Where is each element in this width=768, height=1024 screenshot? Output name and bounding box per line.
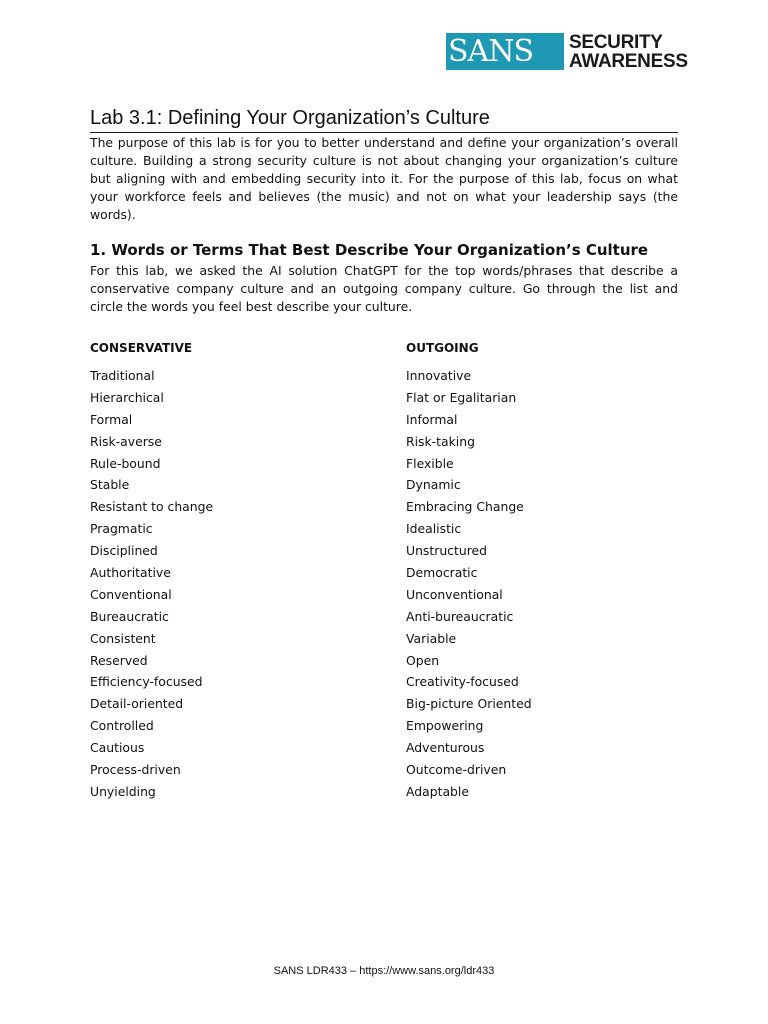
page-title: Lab 3.1: Defining Your Organization’s Culture xyxy=(90,106,678,133)
culture-word-item: Pragmatic xyxy=(90,521,153,537)
culture-word-item: Unconventional xyxy=(406,586,503,602)
culture-word-item: Empowering xyxy=(406,718,484,734)
culture-word-item: Process-driven xyxy=(90,762,181,778)
culture-word-item: Dynamic xyxy=(406,477,461,493)
culture-word-item: Rule-bound xyxy=(90,455,161,471)
culture-word-item: Variable xyxy=(406,630,457,646)
culture-word-item: Flexible xyxy=(406,455,454,471)
culture-word-item: Efficiency-focused xyxy=(90,674,203,690)
culture-word-item: Embracing Change xyxy=(406,499,524,515)
outgoing-header: OUTGOING xyxy=(406,341,479,355)
security-awareness-wordmark xyxy=(569,33,688,70)
section-heading: 1. Words or Terms That Best Describe Your Organization’s Culture xyxy=(90,241,649,259)
culture-word-item: Idealistic xyxy=(406,521,462,537)
culture-word-item: Risk-taking xyxy=(406,433,475,449)
sans-security-awareness-logo xyxy=(446,33,688,70)
sans-logo-mark: SANS xyxy=(446,33,564,70)
conservative-header: CONSERVATIVE xyxy=(90,341,193,355)
intro-paragraph: The purpose of this lab is for you to better understand and define your organization’s overall culture. Building a strong security culture is not about changing your organization’s culture but aligning with and embedding security into it. For the purpose of this lab, focus on what your workforce feels and believes (the music) and not on what your leadership says (the words). xyxy=(90,135,678,222)
culture-word-item: Cautious xyxy=(90,740,145,756)
culture-word-item: Controlled xyxy=(90,718,154,734)
culture-word-item: Open xyxy=(406,652,440,668)
culture-word-item: Hierarchical xyxy=(90,389,164,405)
culture-word-item: Stable xyxy=(90,477,130,493)
culture-word-item: Adventurous xyxy=(406,740,485,756)
culture-word-item: Unstructured xyxy=(406,543,488,559)
culture-word-item: Formal xyxy=(90,411,133,427)
culture-word-item: Informal xyxy=(406,411,458,427)
culture-word-item: Unyielding xyxy=(90,783,156,799)
culture-word-item: Bureaucratic xyxy=(90,608,169,624)
logo-line-security: SECURITY xyxy=(569,31,663,53)
culture-word-item: Consistent xyxy=(90,630,156,646)
culture-word-item: Creativity-focused xyxy=(406,674,519,690)
culture-word-item: Resistant to change xyxy=(90,499,214,515)
culture-word-item: Flat or Egalitarian xyxy=(406,389,517,405)
culture-word-item: Anti-bureaucratic xyxy=(406,608,514,624)
culture-word-item: Conventional xyxy=(90,586,172,602)
culture-word-item: Traditional xyxy=(90,368,155,383)
culture-word-item: Authoritative xyxy=(90,565,171,581)
culture-word-item: Detail-oriented xyxy=(90,696,184,712)
logo-line-awareness: AWARENESS xyxy=(569,50,688,72)
conservative-list xyxy=(90,365,340,803)
culture-word-item: Big-picture Oriented xyxy=(406,696,532,712)
culture-word-item: Reserved xyxy=(90,652,148,668)
outgoing-list xyxy=(406,365,656,803)
culture-word-item: Risk-averse xyxy=(90,433,162,449)
culture-word-item: Innovative xyxy=(406,368,472,383)
conservative-column xyxy=(90,340,340,803)
culture-word-item: Adaptable xyxy=(406,783,469,799)
culture-word-item: Disciplined xyxy=(90,543,158,559)
outgoing-column xyxy=(406,340,656,803)
culture-word-item: Democratic xyxy=(406,565,478,581)
culture-word-item: Outcome-driven xyxy=(406,762,507,778)
page-footer: SANS LDR433 – https://www.sans.org/ldr433 xyxy=(273,965,495,977)
section-paragraph: For this lab, we asked the AI solution ChatGPT for the top words/phrases that describe a conservative company culture and an outgoing company culture. Go through the list and circle the words you feel best describe your culture. xyxy=(90,263,678,314)
